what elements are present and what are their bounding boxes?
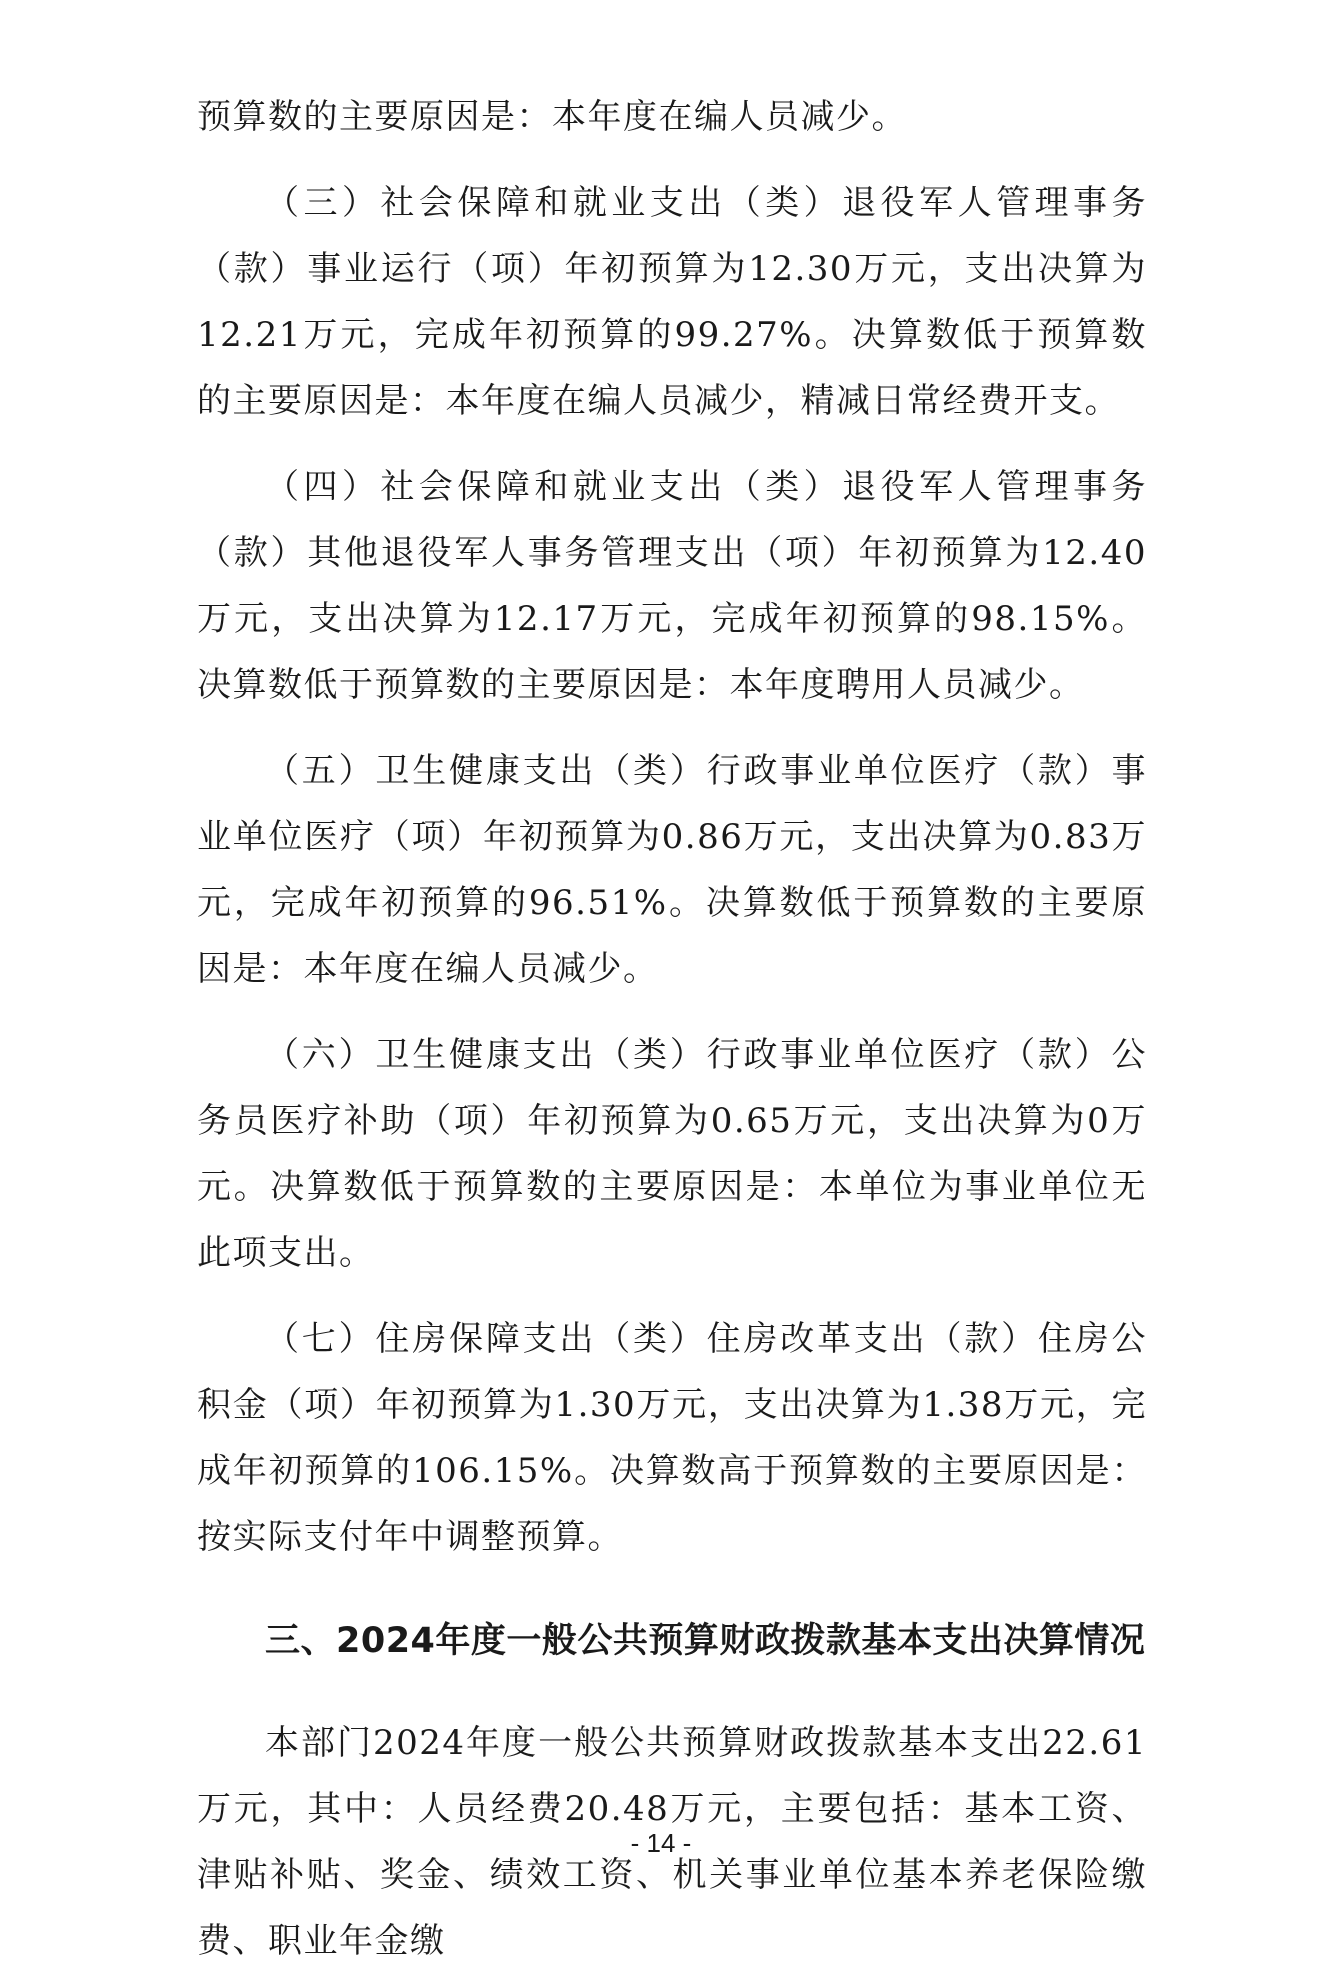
paragraph-item-3: （三）社会保障和就业支出（类）退役军人管理事务（款）事业运行（项）年初预算为12.30万元，支出决算为12.21万元，完成年初预算的99.27%。决算数低于预算数的主要原因是：本年度在编人员减少，精减日常经费开支。 <box>197 183 1147 421</box>
page-number: - 14 - <box>630 1828 692 1858</box>
section-heading: 三、2024年度一般公共预算财政拨款基本支出决算情况 <box>265 1621 1146 1661</box>
paragraph-item-5: （五）卫生健康支出（类）行政事业单位医疗（款）事业单位医疗（项）年初预算为0.86万元，支出决算为0.83万元，完成年初预算的96.51%。决算数低于预算数的主要原因是：本年度在编人员减少。 <box>197 751 1147 989</box>
paragraph-item-6: （六）卫生健康支出（类）行政事业单位医疗（款）公务员医疗补助（项）年初预算为0.65万元，支出决算为0万元。决算数低于预算数的主要原因是：本单位为事业单位无此项支出。 <box>197 1035 1147 1273</box>
paragraph-basic-expenditure: 本部门2024年度一般公共预算财政拨款基本支出22.61万元，其中：人员经费20.48万元，主要包括：基本工资、津贴补贴、奖金、绩效工资、机关事业单位基本养老保险缴费、职业年金缴 <box>197 1723 1147 1961</box>
paragraph-continuation: 预算数的主要原因是：本年度在编人员减少。 <box>197 97 907 137</box>
document-body <box>197 84 1147 1974</box>
paragraph-item-4: （四）社会保障和就业支出（类）退役军人管理事务（款）其他退役军人事务管理支出（项）年初预算为12.40万元，支出决算为12.17万元，完成年初预算的98.15%。决算数低于预算数的主要原因是：本年度聘用人员减少。 <box>197 467 1147 705</box>
paragraph-item-7: （七）住房保障支出（类）住房改革支出（款）住房公积金（项）年初预算为1.30万元，支出决算为1.38万元，完成年初预算的106.15%。决算数高于预算数的主要原因是：按实际支付年中调整预算。 <box>197 1319 1147 1557</box>
